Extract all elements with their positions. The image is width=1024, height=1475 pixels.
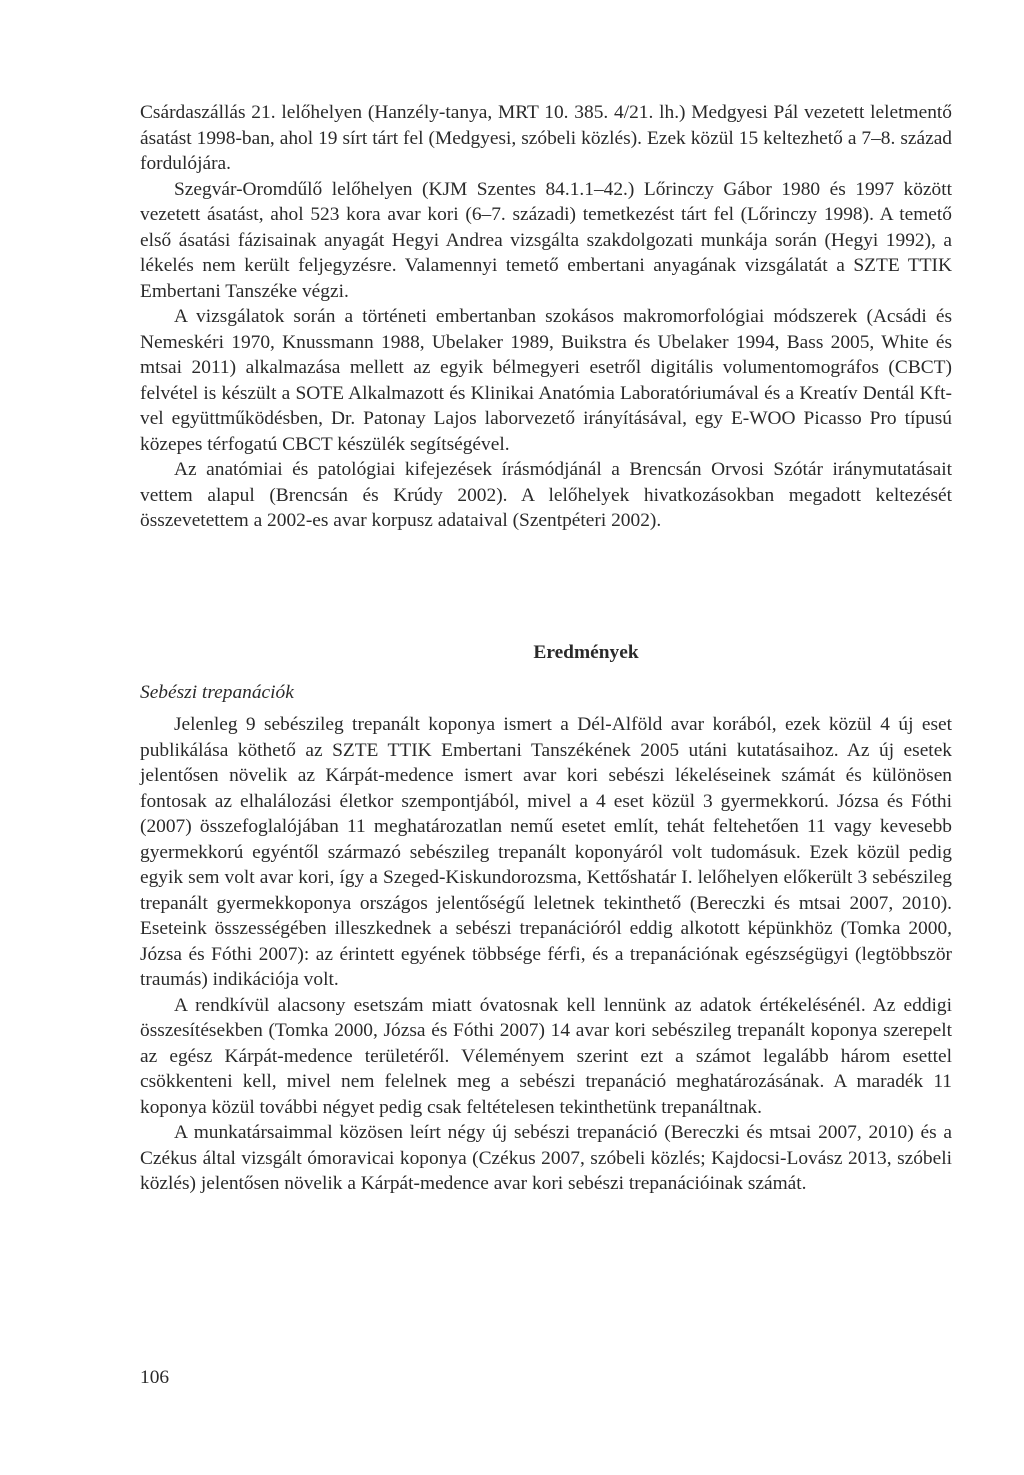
subsection-heading: Sebészi trepanációk <box>140 682 294 703</box>
page-number: 106 <box>140 1367 170 1388</box>
section-heading: Eredmények <box>533 642 639 663</box>
paragraph-csardaszallas: Csárdaszállás 21. lelőhelyen (Hanzély-tanya, MRT 10. 385. 4/21. lh.) Medgyesi Pál vezetett leletmentő ásatást 1998-ban, ahol 19 sírt tárt fel (Medgyesi, szóbeli közlés). Ezek közül 15 keltezhető a 7–8. század fordulójára. <box>140 102 952 174</box>
paragraph-terminology: Az anatómiai és patológiai kifejezések írásmódjánál a Brencsán Orvosi Szótár iránymutatásait vettem alapul (Brencsán és Krúdy 2002). A lelőhelyek hivatkozásokban megadott keltezését összevetettem a 2002-es avar korpusz adataival (Szentpéteri 2002). <box>140 459 952 531</box>
paragraph-results-2: A rendkívül alacsony esetszám miatt óvatosnak kell lennünk az adatok értékelésénél. Az eddigi összesítésekben (Tomka 2000, Józsa és Fóthi 2007) 14 avar kori sebészileg trepanált koponya szerepelt az egész Kárpát-medence területéről. Véleményem szerint ezt a számot legalább három esettel csökkenteni kell, mivel nem felelnek meg a sebészi trepanáció meghatározásának. A maradék 11 koponya közül további négyet pedig csak feltételesen tekinthetünk trepanáltnak. <box>140 994 952 1118</box>
paragraph-results-3: A munkatársaimmal közösen leírt négy új sebészi trepanáció (Bereczki és mtsai 2007, 2010) és a Czékus által vizsgált ómoravicai koponya (Czékus 2007, szóbeli közlés; Kajdocsi-Lovász 2013, szóbeli közlés) jelentősen növelik a Kárpát-medence avar kori sebészi trepanációinak számát. <box>140 1122 952 1194</box>
text-block-methods <box>140 100 952 534</box>
text-block-results <box>140 712 952 1197</box>
paragraph-results-1: Jelenleg 9 sebészileg trepanált koponya ismert a Dél-Alföld avar korából, ezek közül 4 új eset publikálása köthető az SZTE TTIK Embertani Tanszékének 2005 utáni kutatásaihoz. Az új esetek jelentősen növelik az Kárpát-medence ismert avar kori sebészi lékeléseinek számát és különösen fontosak az elhalálozási életkor szempontjából, mivel a 4 eset közül 3 gyermekkorú. Józsa és Fóthi (2007) összefoglalójában 11 meghatározatlan nemű esetet említ, tehát feltehetően 11 vagy kevesebb gyermekkorú egyéntől származó sebészileg trepanált koponyáról volt tudomásuk. Ezek közül pedig egyik sem volt avar kori, így a Szeged-Kiskundorozsma, Kettőshatár I. lelőhelyen előkerült 3 sebészileg trepanált gyermekkoponya országos jelentőségű leletnek tekinthető (Bereczki és mtsai 2007, 2010). Eseteink összességében illeszkednek a sebészi trepanációról eddig alkotott képünkhöz (Tomka 2000, Józsa és Fóthi 2007): az érintett egyének többsége férfi, és a trepanációnak egészségügyi (legtöbbször traumás) indikációja volt. <box>140 714 952 990</box>
paragraph-szegvar: Szegvár-Oromdűlő lelőhelyen (KJM Szentes 84.1.1–42.) Lőrinczy Gábor 1980 és 1997 között vezetett ásatást, ahol 523 kora avar kori (6–7. századi) temetkezést tárt fel (Lőrinczy 1998). A temető első ásatási fázisainak anyagát Hegyi Andrea vizsgálta szakdolgozati munkája során (Hegyi 1992), a lékelés nem került feljegyzésre. Valamennyi temető embertani anyagának vizsgálatát a SZTE TTIK Embertani Tanszéke végzi. <box>140 178 952 302</box>
paragraph-methods: A vizsgálatok során a történeti embertanban szokásos makromorfológiai módszerek (Acsádi és Nemeskéri 1970, Knussmann 1988, Ubelaker 1989, Buikstra és Ubelaker 1994, Bass 2005, White és mtsai 2011) alkalmazása mellett az egyik bélmegyeri esetről digitális volumentomográfos (CBCT) felvétel is készült a SOTE Alkalmazott és Klinikai Anatómia Laboratóriumával és a Kreatív Dentál Kft-vel együttműködésben, Dr. Patonay Lajos laborvezető irányításával, egy E-WOO Picasso Pro típusú közepes térfogatú CBCT készülék segítségével. <box>140 306 952 455</box>
